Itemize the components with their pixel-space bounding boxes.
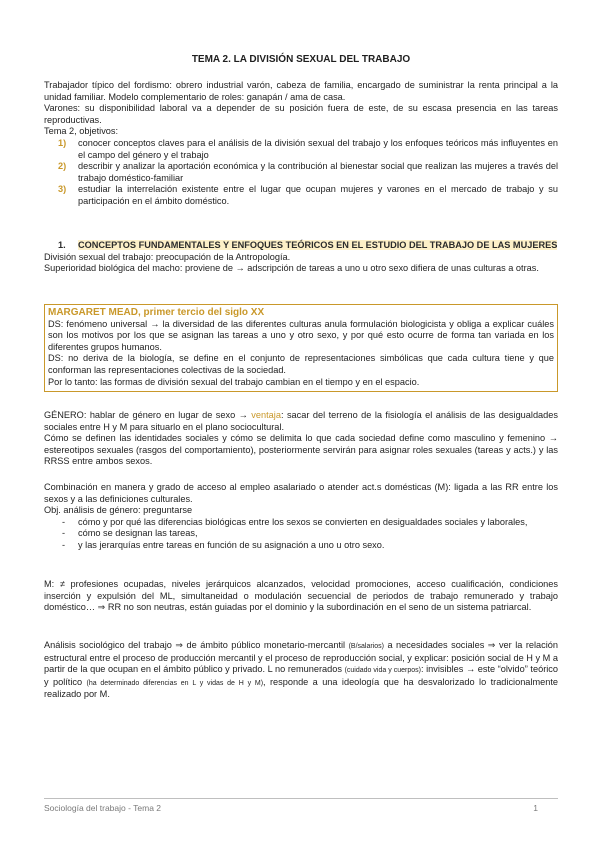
obj-analisis-label: Obj. análisis de género: preguntarse [44, 505, 193, 516]
section-line-superioridad: Superioridad biológica del macho: proviene de → adscripción de tareas a uno u otro sexo difiera de unas culturas a otras. [44, 263, 539, 274]
page-number: 1 [533, 803, 538, 813]
mead-box-line: DS: no deriva de la biología, se define en el conjunto de representaciones simbólicas que cada cultura tiene y que conforman las representaciones colectivas de la sociedad. [48, 353, 554, 375]
objective-number: 2) [58, 161, 67, 172]
analisis-text-b: a necesidades sociales ⇒ ver la relación estructural entre el proceso de producción mercantil y el proceso de reproducción social, y explicar: posición social de H y M a partir de la que ocupan en el ámbito público y privado. L no remunerados [44, 640, 558, 675]
intro [44, 80, 558, 208]
m-section [44, 579, 558, 614]
combinacion-paragraph: Combinación en manera y grado de acceso al empleo asalariado o atender act.s domésticas (M): ligada a las RR entre los sexos y a las definiciones culturales. [44, 482, 558, 504]
genero-section [44, 410, 558, 468]
ventaja-highlight: ventaja [251, 410, 281, 420]
analisis-section [44, 640, 558, 701]
objective-text: estudiar la interrelación existente entre el lugar que ocupan mujeres y varones en el mercado de trabajo y su participación en el ámbito doméstico. [78, 184, 558, 206]
analisis-text-c: : invisibles → este “olvido” teórico y político [44, 664, 559, 687]
analisis-note-salarios: (B/salarios) [348, 643, 384, 650]
objectives-label: Tema 2, objetivos: [44, 126, 119, 137]
document-page [44, 0, 558, 848]
analisis-paragraph [44, 640, 558, 701]
section-number: 1. [58, 240, 66, 250]
objective-text: describir y analizar la aportación económica y la contribución al bienestar social que realizan las mujeres a través del trabajo doméstico-familiar [78, 161, 558, 183]
analisis-note-cuidado: (cuidado vida y cuerpos) [344, 667, 421, 675]
genero-text-a: GÉNERO: hablar de género en lugar de sexo → [44, 410, 252, 420]
combinacion-section [44, 482, 558, 552]
analisis-note-diferencias: (ha determinado diferencias en L y vidas de H y M) [86, 679, 264, 687]
objective-item [44, 138, 558, 161]
section-heading-text: CONCEPTOS FUNDAMENTALES Y ENFOQUES TEÓRICOS EN EL ESTUDIO DEL TRABAJO DE LAS MUJERES [78, 240, 558, 250]
objective-item [44, 184, 558, 207]
section-line-division-sexual: División sexual del trabajo: preocupación de la Antropología. [44, 251, 291, 262]
footer-title: Sociología del trabajo - Tema 2 [44, 803, 162, 813]
mead-box-line: DS: fenómeno universal → la diversidad de las diferentes culturas anula formulación biologicista y obliga a explicar cuáles son los motivos por los que se asignan las tareas a uno y otro sexo, y por qué esto ocurre de forma tan variada en los diferentes grupos humanos. [48, 318, 554, 352]
objective-item [44, 161, 558, 184]
genero-text-b: : sacar del terreno de la fisiología el análisis de las desigualdades sociales entre H y M para situarlo en el plano sociocultural. [44, 410, 558, 432]
analisis-text-d: , responde a una ideología que ha desvalorizado lo tradicionalmente realizado por M. [44, 676, 558, 700]
objectives-list [44, 138, 558, 208]
intro-paragraph-varones: Varones: su disponibilidad laboral va a depender de su posición fuera de este, de su escasa presencia en las tareas reproductivas. [44, 103, 558, 125]
objective-number: 1) [58, 137, 67, 148]
section-heading [44, 240, 558, 252]
identidades-paragraph: Cómo se definen las identidades sociales y cómo se delimita lo que cada sociedad define como masculino y femenino → estereotipos sexuales (rasgos del comportamiento), posteriormente servirán para asignar roles sexuales (tareas y acts.) y las RRSS entre ambos sexos. [44, 433, 558, 467]
margaret-mead-box [44, 304, 558, 392]
objective-number: 3) [58, 184, 67, 195]
analysis-questions-list [44, 517, 558, 552]
analisis-text-a: Análisis sociológico del trabajo ⇒ de ámbito público monetario-mercantil [44, 640, 349, 650]
mead-box-title: MARGARET MEAD, primer tercio del siglo XX [48, 307, 265, 318]
list-item: - cómo y por qué las diferencias biológicas entre los sexos se convierten en desigualdades sociales y laborales, [44, 517, 558, 529]
m-paragraph: M: ≠ profesiones ocupadas, niveles jerárquicos alcanzados, velocidad promociones, acceso cualificación, condiciones inserción y expulsión del ML, simultaneidad o modulación secuencial de periodos de trabajo remunerado y trabajo doméstico… ⇒ RR no son neutras, están guiadas por el dominio y la subordinación en el seno de un sistema patriarcal. [44, 579, 558, 613]
objective-text: conocer conceptos claves para el análisis de la división sexual del trabajo y los enfoques teóricos más influyentes en el campo del género y el trabajo [78, 137, 558, 160]
list-item: - cómo se designan las tareas, [44, 528, 558, 540]
section-1 [44, 240, 558, 275]
genero-paragraph [44, 410, 558, 433]
list-item: - y las jerarquías entre tareas en función de su asignación a uno u otro sexo. [44, 540, 558, 552]
page-title: TEMA 2. LA DIVISIÓN SEXUAL DEL TRABAJO [191, 54, 411, 65]
mead-box-line: Por lo tanto: las formas de división sexual del trabajo cambian en el tiempo y en el espacio. [48, 376, 420, 387]
footer-divider [44, 798, 558, 799]
intro-paragraph-fordismo: Trabajador típico del fordismo: obrero industrial varón, cabeza de familia, encargado de suministrar la renta principal a la unidad familiar. Modelo complementario de roles: ganapán / ama de casa. [44, 80, 558, 102]
page-footer [44, 803, 558, 815]
